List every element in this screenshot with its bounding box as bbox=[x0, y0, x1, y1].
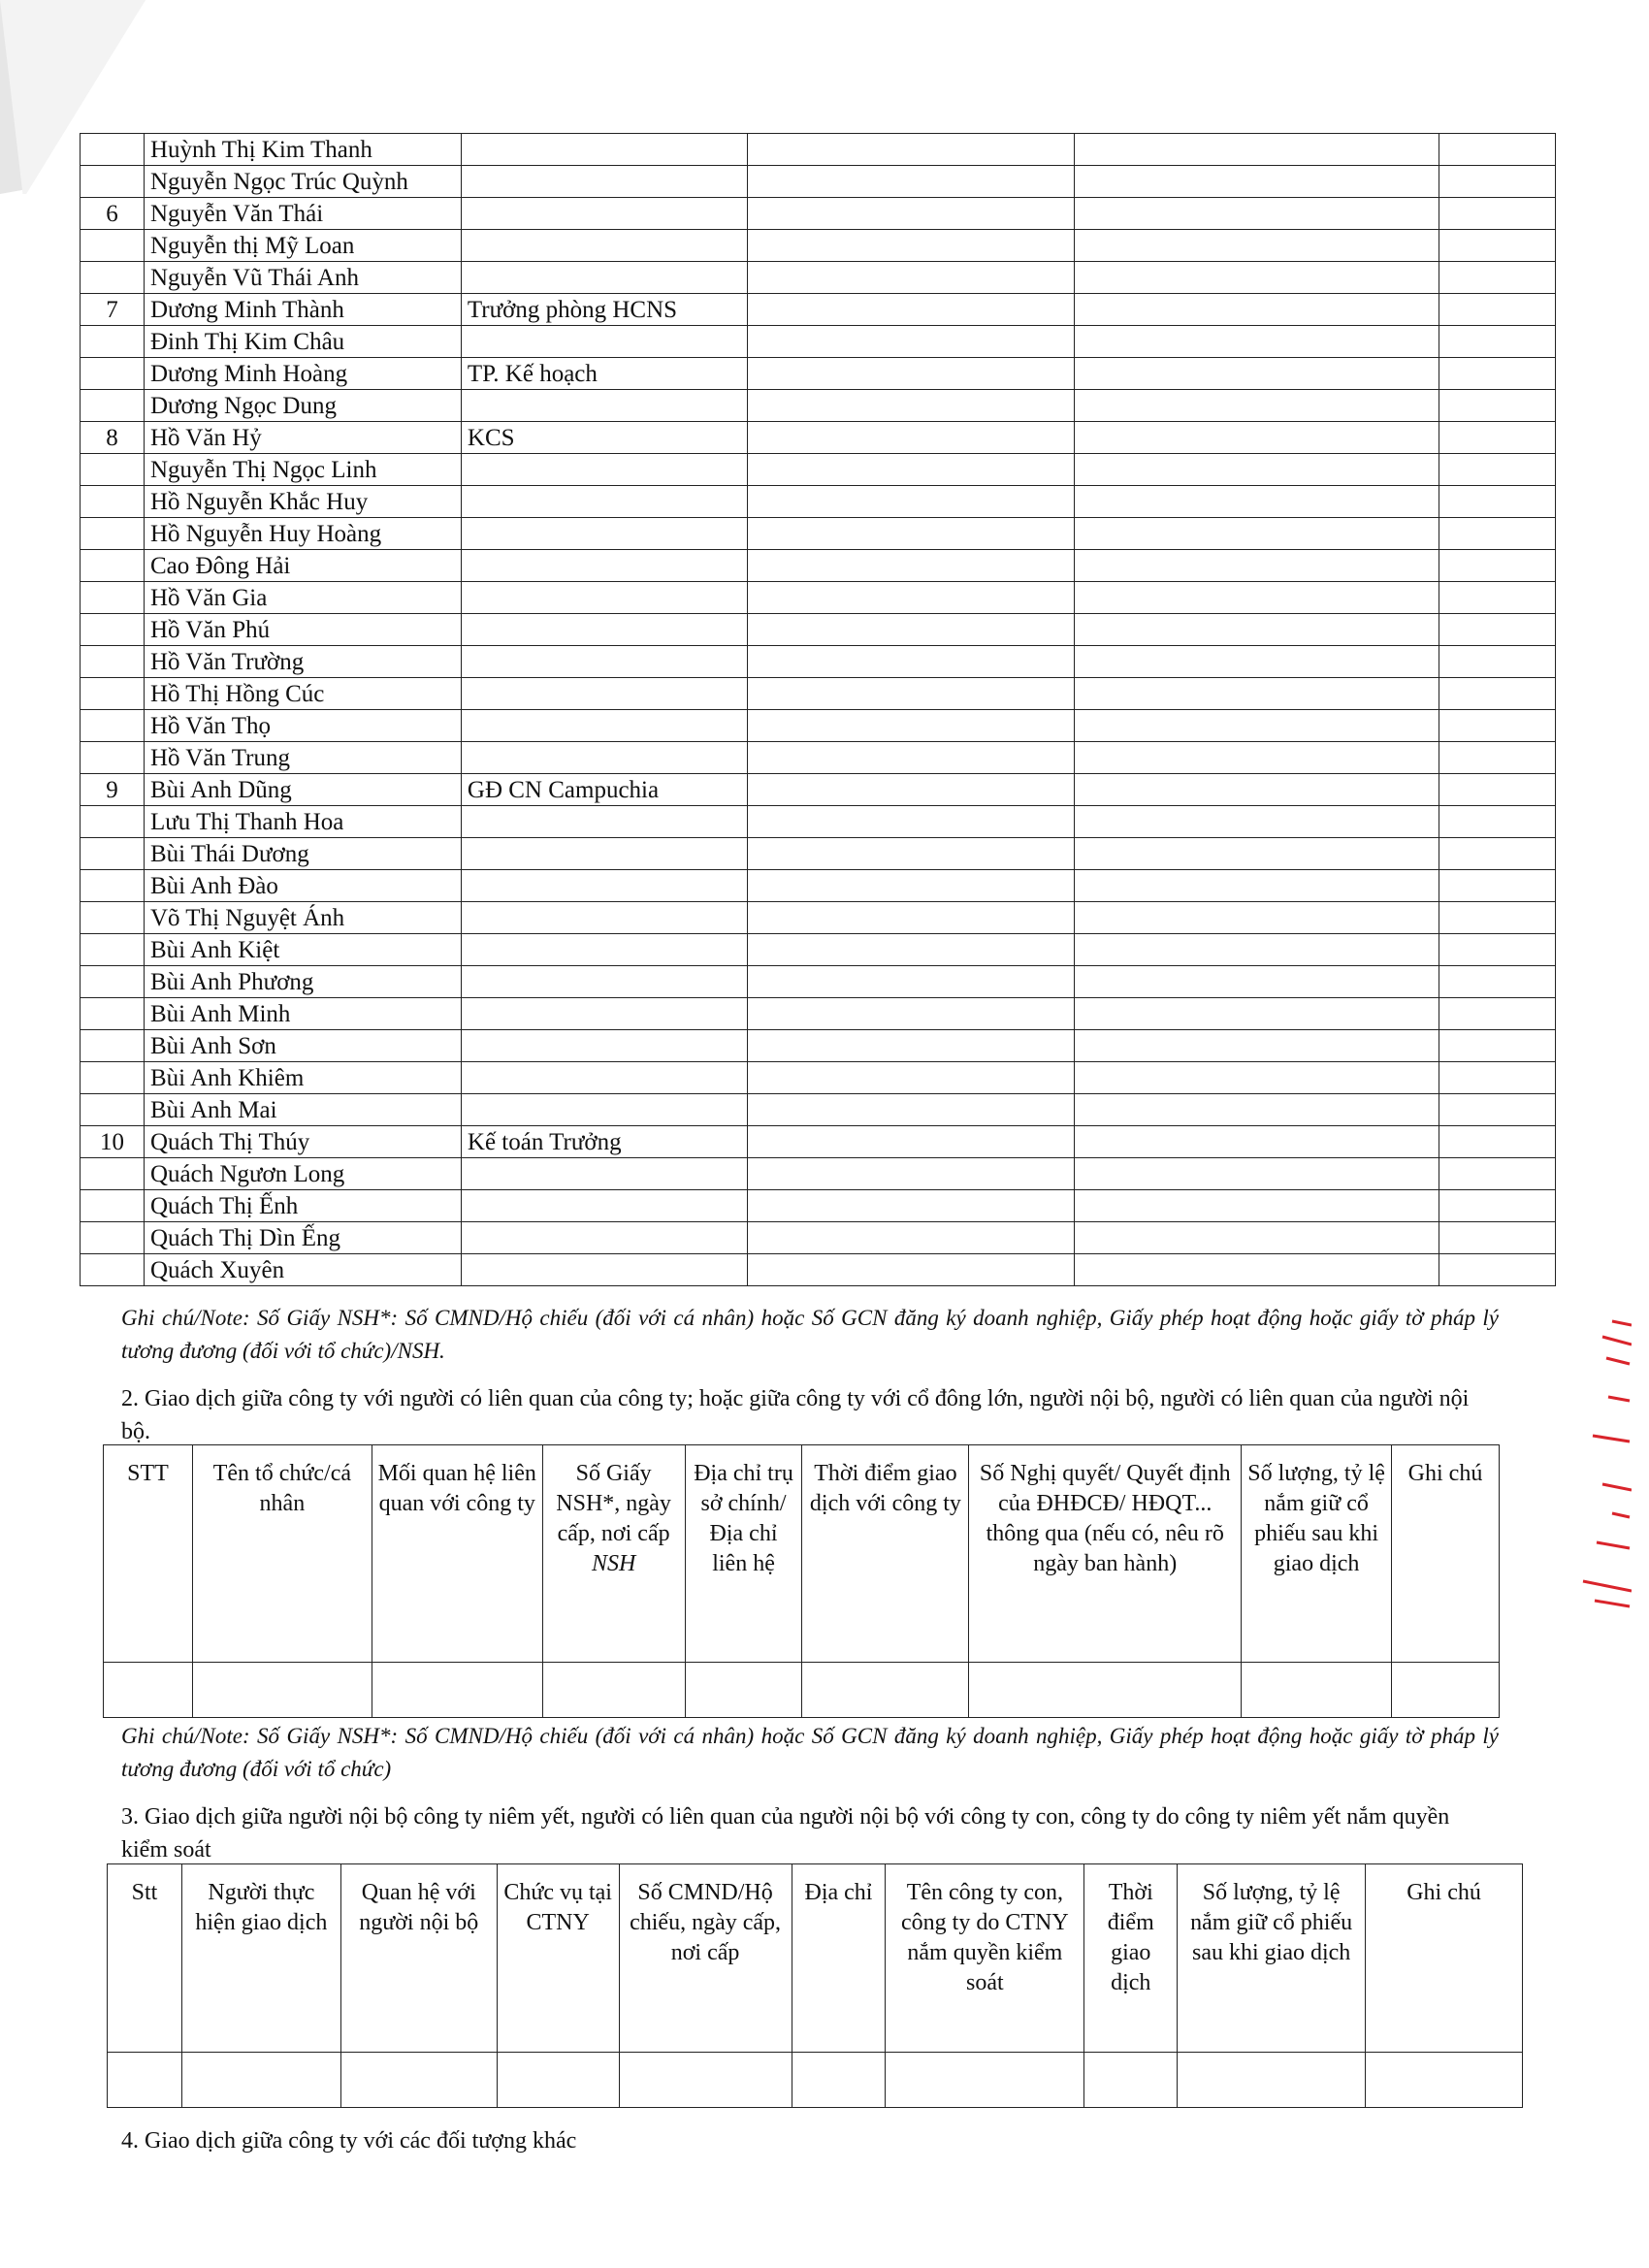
stt-cell bbox=[81, 1062, 145, 1094]
empty-cell bbox=[1075, 1094, 1439, 1126]
empty-cell bbox=[1439, 1030, 1556, 1062]
table-row bbox=[81, 582, 1556, 614]
empty-cell bbox=[747, 262, 1075, 294]
empty-cell bbox=[1439, 1126, 1556, 1158]
empty-cell bbox=[1439, 486, 1556, 518]
empty-cell bbox=[747, 454, 1075, 486]
name-cell: Nguyễn thị Mỹ Loan bbox=[144, 230, 461, 262]
stt-cell bbox=[81, 230, 145, 262]
empty-cell bbox=[1439, 454, 1556, 486]
empty-cell bbox=[747, 390, 1075, 422]
position-cell bbox=[461, 870, 747, 902]
empty-cell bbox=[747, 230, 1075, 262]
stt-cell bbox=[81, 838, 145, 870]
stt-cell bbox=[81, 614, 145, 646]
empty-cell bbox=[747, 198, 1075, 230]
empty-cell bbox=[1439, 646, 1556, 678]
position-cell bbox=[461, 1158, 747, 1190]
position-cell bbox=[461, 902, 747, 934]
name-cell: Bùi Anh Sơn bbox=[144, 1030, 461, 1062]
table-row bbox=[81, 774, 1556, 806]
stt-cell bbox=[81, 358, 145, 390]
empty-cell bbox=[1075, 1158, 1439, 1190]
position-cell bbox=[461, 262, 747, 294]
t3-header-position: Chức vụ tại CTNY bbox=[497, 1864, 619, 2053]
position-cell bbox=[461, 134, 747, 166]
empty-cell bbox=[1439, 294, 1556, 326]
stt-cell bbox=[81, 1158, 145, 1190]
table-row bbox=[81, 998, 1556, 1030]
t3-header-subsidiary: Tên công ty con, công ty do CTNY nắm quyền kiểm soát bbox=[886, 1864, 1084, 2053]
table-row bbox=[81, 646, 1556, 678]
empty-cell bbox=[747, 550, 1075, 582]
empty-cell bbox=[747, 998, 1075, 1030]
name-cell: Bùi Anh Phương bbox=[144, 966, 461, 998]
empty-cell bbox=[1075, 486, 1439, 518]
name-cell: Hồ Văn Trường bbox=[144, 646, 461, 678]
position-cell bbox=[461, 1030, 747, 1062]
name-cell: Cao Đông Hải bbox=[144, 550, 461, 582]
empty-cell bbox=[1439, 1222, 1556, 1254]
empty-cell bbox=[1075, 838, 1439, 870]
stt-cell bbox=[81, 902, 145, 934]
position-cell bbox=[461, 646, 747, 678]
position-cell bbox=[461, 1094, 747, 1126]
position-cell bbox=[461, 1062, 747, 1094]
empty-cell bbox=[1439, 518, 1556, 550]
stt-cell bbox=[81, 262, 145, 294]
empty-cell bbox=[1075, 774, 1439, 806]
empty-cell bbox=[747, 1190, 1075, 1222]
name-cell: Bùi Anh Minh bbox=[144, 998, 461, 1030]
name-cell: Dương Ngọc Dung bbox=[144, 390, 461, 422]
empty-cell bbox=[747, 966, 1075, 998]
position-cell bbox=[461, 550, 747, 582]
empty-cell bbox=[1075, 518, 1439, 550]
table-row bbox=[81, 358, 1556, 390]
empty-cell bbox=[747, 742, 1075, 774]
table-row bbox=[81, 326, 1556, 358]
empty-cell bbox=[1075, 454, 1439, 486]
empty-cell bbox=[1075, 390, 1439, 422]
table-row bbox=[81, 742, 1556, 774]
stt-cell bbox=[81, 806, 145, 838]
name-cell: Dương Minh Thành bbox=[144, 294, 461, 326]
empty-cell bbox=[1439, 390, 1556, 422]
empty-cell bbox=[747, 838, 1075, 870]
table-row bbox=[81, 934, 1556, 966]
empty-cell bbox=[1439, 838, 1556, 870]
table-row bbox=[81, 1222, 1556, 1254]
table-row bbox=[81, 870, 1556, 902]
name-cell: Hồ Nguyễn Huy Hoàng bbox=[144, 518, 461, 550]
empty-cell bbox=[1439, 1158, 1556, 1190]
stt-cell bbox=[81, 646, 145, 678]
empty-cell bbox=[747, 582, 1075, 614]
related-party-transactions-table bbox=[103, 1444, 1500, 1718]
t3-header-shares: Số lượng, tỷ lệ nắm giữ cổ phiếu sau khi giao dịch bbox=[1178, 1864, 1366, 2053]
stt-cell: 9 bbox=[81, 774, 145, 806]
empty-cell bbox=[1075, 870, 1439, 902]
name-cell: Lưu Thị Thanh Hoa bbox=[144, 806, 461, 838]
stt-cell bbox=[81, 1190, 145, 1222]
empty-cell bbox=[1075, 1190, 1439, 1222]
name-cell: Hồ Thị Hồng Cúc bbox=[144, 678, 461, 710]
empty-cell bbox=[747, 774, 1075, 806]
empty-cell bbox=[1439, 198, 1556, 230]
name-cell: Bùi Anh Dũng bbox=[144, 774, 461, 806]
empty-cell bbox=[747, 934, 1075, 966]
empty-cell bbox=[1075, 966, 1439, 998]
position-cell bbox=[461, 166, 747, 198]
table-row bbox=[81, 422, 1556, 454]
stt-cell bbox=[81, 934, 145, 966]
name-cell: Đinh Thị Kim Châu bbox=[144, 326, 461, 358]
empty-cell bbox=[747, 1126, 1075, 1158]
name-cell: Hồ Văn Hỷ bbox=[144, 422, 461, 454]
t2-header-stt: STT bbox=[104, 1445, 193, 1663]
empty-cell bbox=[1075, 902, 1439, 934]
empty-cell bbox=[1075, 806, 1439, 838]
table-row bbox=[81, 1254, 1556, 1286]
empty-cell bbox=[747, 486, 1075, 518]
position-cell bbox=[461, 710, 747, 742]
name-cell: Quách Thị Dìn Ếng bbox=[144, 1222, 461, 1254]
empty-cell bbox=[747, 870, 1075, 902]
stt-cell bbox=[81, 998, 145, 1030]
empty-cell bbox=[1075, 550, 1439, 582]
empty-cell bbox=[1439, 358, 1556, 390]
empty-cell bbox=[1439, 134, 1556, 166]
empty-cell bbox=[1439, 1094, 1556, 1126]
table-row bbox=[81, 1158, 1556, 1190]
name-cell: Hồ Văn Thọ bbox=[144, 710, 461, 742]
empty-cell bbox=[1439, 902, 1556, 934]
empty-cell bbox=[1075, 294, 1439, 326]
stt-cell bbox=[81, 1222, 145, 1254]
name-cell: Bùi Anh Khiêm bbox=[144, 1062, 461, 1094]
name-cell: Bùi Thái Dương bbox=[144, 838, 461, 870]
empty-cell bbox=[1075, 1254, 1439, 1286]
stt-cell bbox=[81, 710, 145, 742]
table-row bbox=[81, 486, 1556, 518]
empty-cell bbox=[747, 422, 1075, 454]
position-cell bbox=[461, 326, 747, 358]
name-cell: Huỳnh Thị Kim Thanh bbox=[144, 134, 461, 166]
name-cell: Bùi Anh Mai bbox=[144, 1094, 461, 1126]
position-cell bbox=[461, 582, 747, 614]
stt-cell bbox=[81, 518, 145, 550]
table-row bbox=[81, 966, 1556, 998]
table-row bbox=[81, 1190, 1556, 1222]
position-cell: TP. Kế hoạch bbox=[461, 358, 747, 390]
t2-header-nsh-italic: NSH bbox=[591, 1551, 636, 1576]
name-cell: Dương Minh Hoàng bbox=[144, 358, 461, 390]
position-cell bbox=[461, 518, 747, 550]
stt-cell bbox=[81, 678, 145, 710]
stt-cell bbox=[81, 486, 145, 518]
t3-header-person: Người thực hiện giao dịch bbox=[181, 1864, 340, 2053]
table-row bbox=[81, 902, 1556, 934]
empty-cell bbox=[747, 326, 1075, 358]
table-row bbox=[81, 454, 1556, 486]
position-cell: GĐ CN Campuchia bbox=[461, 774, 747, 806]
subsidiary-transactions-table bbox=[107, 1863, 1523, 2108]
empty-cell bbox=[1075, 166, 1439, 198]
table-row bbox=[81, 198, 1556, 230]
table-row bbox=[81, 614, 1556, 646]
t2-header-relation: Mối quan hệ liên quan với công ty bbox=[372, 1445, 542, 1663]
position-cell bbox=[461, 614, 747, 646]
stt-cell bbox=[81, 582, 145, 614]
name-cell: Nguyễn Văn Thái bbox=[144, 198, 461, 230]
t2-header-nsh-text: Số Giấy NSH*, ngày cấp, nơi cấp bbox=[556, 1461, 671, 1546]
empty-cell bbox=[747, 806, 1075, 838]
empty-cell bbox=[1075, 582, 1439, 614]
name-cell: Hồ Văn Gia bbox=[144, 582, 461, 614]
position-cell bbox=[461, 806, 747, 838]
table-row bbox=[81, 806, 1556, 838]
stt-cell: 10 bbox=[81, 1126, 145, 1158]
empty-cell bbox=[1439, 678, 1556, 710]
position-cell bbox=[461, 998, 747, 1030]
table-row bbox=[104, 1663, 1500, 1718]
empty-cell bbox=[1075, 134, 1439, 166]
name-cell: Quách Xuyên bbox=[144, 1254, 461, 1286]
t2-header-shares: Số lượng, tỷ lệ nắm giữ cổ phiếu sau khi giao dịch bbox=[1242, 1445, 1392, 1663]
table-row bbox=[81, 294, 1556, 326]
name-cell: Nguyễn Thị Ngọc Linh bbox=[144, 454, 461, 486]
empty-cell bbox=[1075, 326, 1439, 358]
empty-cell bbox=[747, 646, 1075, 678]
empty-cell bbox=[1439, 710, 1556, 742]
t3-header-note: Ghi chú bbox=[1366, 1864, 1523, 2053]
note-1: Ghi chú/Note: Số Giấy NSH*: Số CMND/Hộ chiếu (đối với cá nhân) hoặc Số GCN đăng ký doanh nghiệp, Giấy phép hoạt động hoặc giấy tờ pháp lý tương đương (đối với tổ chức)/NSH. bbox=[121, 1306, 1499, 1363]
t2-header-note: Ghi chú bbox=[1392, 1445, 1500, 1663]
t3-header-relation: Quan hệ với người nội bộ bbox=[340, 1864, 497, 2053]
stt-cell bbox=[81, 742, 145, 774]
empty-cell bbox=[747, 1094, 1075, 1126]
empty-cell bbox=[1075, 998, 1439, 1030]
empty-cell bbox=[747, 166, 1075, 198]
empty-cell bbox=[747, 678, 1075, 710]
empty-cell bbox=[1075, 262, 1439, 294]
empty-cell bbox=[747, 1030, 1075, 1062]
name-cell: Quách Thị Ếnh bbox=[144, 1190, 461, 1222]
empty-cell bbox=[747, 1158, 1075, 1190]
insider-list-table bbox=[80, 133, 1556, 1286]
table-row bbox=[81, 166, 1556, 198]
stt-cell bbox=[81, 966, 145, 998]
empty-cell bbox=[1439, 1190, 1556, 1222]
empty-cell bbox=[1439, 262, 1556, 294]
table-row bbox=[81, 678, 1556, 710]
stt-cell bbox=[81, 1094, 145, 1126]
t2-header-resolution: Số Nghị quyết/ Quyết định của ĐHĐCĐ/ HĐQT... thông qua (nếu có, nêu rõ ngày ban hành) bbox=[969, 1445, 1242, 1663]
stt-cell bbox=[81, 870, 145, 902]
empty-cell bbox=[1439, 1254, 1556, 1286]
position-cell bbox=[461, 454, 747, 486]
position-cell: KCS bbox=[461, 422, 747, 454]
empty-cell bbox=[1439, 934, 1556, 966]
empty-cell bbox=[747, 710, 1075, 742]
position-cell bbox=[461, 742, 747, 774]
stt-cell bbox=[81, 550, 145, 582]
name-cell: Nguyễn Ngọc Trúc Quỳnh bbox=[144, 166, 461, 198]
position-cell bbox=[461, 838, 747, 870]
position-cell bbox=[461, 390, 747, 422]
name-cell: Quách Thị Thúy bbox=[144, 1126, 461, 1158]
table-row bbox=[81, 1126, 1556, 1158]
stt-cell bbox=[81, 166, 145, 198]
name-cell: Quách Ngươn Long bbox=[144, 1158, 461, 1190]
table-row bbox=[81, 230, 1556, 262]
empty-cell bbox=[1439, 998, 1556, 1030]
table-row bbox=[81, 134, 1556, 166]
empty-cell bbox=[747, 358, 1075, 390]
t2-header-time: Thời điểm giao dịch với công ty bbox=[802, 1445, 969, 1663]
note-2: Ghi chú/Note: Số Giấy NSH*: Số CMND/Hộ chiếu (đối với cá nhân) hoặc Số GCN đăng ký doanh nghiệp, Giấy phép hoạt động hoặc giấy tờ pháp lý tương đương (đối với tổ chức) bbox=[121, 1724, 1499, 1781]
position-cell bbox=[461, 486, 747, 518]
position-cell bbox=[461, 1222, 747, 1254]
stt-cell bbox=[81, 134, 145, 166]
name-cell: Bùi Anh Đào bbox=[144, 870, 461, 902]
empty-cell bbox=[747, 134, 1075, 166]
empty-cell bbox=[747, 294, 1075, 326]
stt-cell bbox=[81, 1030, 145, 1062]
empty-cell bbox=[1439, 550, 1556, 582]
stt-cell bbox=[81, 454, 145, 486]
empty-cell bbox=[1439, 1062, 1556, 1094]
empty-cell bbox=[1439, 582, 1556, 614]
name-cell: Hồ Văn Phú bbox=[144, 614, 461, 646]
stt-cell bbox=[81, 1254, 145, 1286]
position-cell bbox=[461, 1254, 747, 1286]
t2-header-nsh bbox=[542, 1445, 685, 1663]
name-cell: Hồ Nguyễn Khắc Huy bbox=[144, 486, 461, 518]
empty-cell bbox=[1439, 742, 1556, 774]
stt-cell: 7 bbox=[81, 294, 145, 326]
position-cell bbox=[461, 230, 747, 262]
empty-cell bbox=[1439, 166, 1556, 198]
position-cell: Kế toán Trưởng bbox=[461, 1126, 747, 1158]
empty-cell bbox=[1439, 326, 1556, 358]
table-row bbox=[81, 1094, 1556, 1126]
empty-cell bbox=[1075, 1062, 1439, 1094]
empty-cell bbox=[747, 614, 1075, 646]
empty-cell bbox=[1075, 198, 1439, 230]
empty-cell bbox=[1439, 966, 1556, 998]
empty-cell bbox=[1075, 1126, 1439, 1158]
empty-cell bbox=[1439, 614, 1556, 646]
empty-cell bbox=[747, 518, 1075, 550]
empty-cell bbox=[1439, 806, 1556, 838]
position-cell bbox=[461, 198, 747, 230]
empty-cell bbox=[1075, 646, 1439, 678]
table-row bbox=[81, 262, 1556, 294]
empty-cell bbox=[747, 1254, 1075, 1286]
stt-cell: 6 bbox=[81, 198, 145, 230]
t3-header-id: Số CMND/Hộ chiếu, ngày cấp, nơi cấp bbox=[619, 1864, 792, 2053]
empty-cell bbox=[1439, 774, 1556, 806]
empty-cell bbox=[747, 1222, 1075, 1254]
empty-cell bbox=[747, 902, 1075, 934]
t3-header-stt: Stt bbox=[108, 1864, 182, 2053]
empty-cell bbox=[747, 1062, 1075, 1094]
section-4-heading: 4. Giao dịch giữa công ty với các đối tượng khác bbox=[121, 2128, 577, 2154]
empty-cell bbox=[1439, 870, 1556, 902]
position-cell bbox=[461, 934, 747, 966]
empty-cell bbox=[1075, 230, 1439, 262]
name-cell: Võ Thị Nguyệt Ánh bbox=[144, 902, 461, 934]
empty-cell bbox=[1075, 710, 1439, 742]
t2-header-name: Tên tổ chức/cá nhân bbox=[192, 1445, 372, 1663]
position-cell bbox=[461, 1190, 747, 1222]
empty-cell bbox=[1439, 422, 1556, 454]
table-row bbox=[81, 518, 1556, 550]
table-row bbox=[81, 838, 1556, 870]
name-cell: Nguyễn Vũ Thái Anh bbox=[144, 262, 461, 294]
table-row bbox=[108, 2053, 1523, 2108]
empty-cell bbox=[1075, 1030, 1439, 1062]
empty-cell bbox=[1075, 1222, 1439, 1254]
table-row bbox=[81, 1062, 1556, 1094]
red-seal-fragment bbox=[1573, 1319, 1632, 1610]
stt-cell bbox=[81, 326, 145, 358]
empty-cell bbox=[1075, 934, 1439, 966]
stt-cell: 8 bbox=[81, 422, 145, 454]
empty-cell bbox=[1075, 678, 1439, 710]
empty-cell bbox=[1439, 230, 1556, 262]
t3-header-address: Địa chỉ bbox=[792, 1864, 886, 2053]
t2-header-address: Địa chỉ trụ sở chính/ Địa chỉ liên hệ bbox=[685, 1445, 802, 1663]
table-row bbox=[81, 550, 1556, 582]
name-cell: Bùi Anh Kiệt bbox=[144, 934, 461, 966]
table-row bbox=[81, 710, 1556, 742]
section-2-heading: 2. Giao dịch giữa công ty với người có liên quan của công ty; hoặc giữa công ty với cổ đông lớn, người nội bộ, người có liên quan của người nội bộ. bbox=[121, 1386, 1470, 1444]
empty-cell bbox=[1075, 358, 1439, 390]
section-3-heading: 3. Giao dịch giữa người nội bộ công ty niêm yết, người có liên quan của người nội bộ với công ty con, công ty do công ty niêm yết nắm quyền kiểm soát bbox=[121, 1804, 1450, 1863]
stt-cell bbox=[81, 390, 145, 422]
t3-header-time: Thời điểm giao dịch bbox=[1084, 1864, 1178, 2053]
position-cell: Trưởng phòng HCNS bbox=[461, 294, 747, 326]
empty-cell bbox=[1075, 742, 1439, 774]
position-cell bbox=[461, 678, 747, 710]
table-row bbox=[81, 390, 1556, 422]
table-row bbox=[81, 1030, 1556, 1062]
name-cell: Hồ Văn Trung bbox=[144, 742, 461, 774]
position-cell bbox=[461, 966, 747, 998]
empty-cell bbox=[1075, 614, 1439, 646]
empty-cell bbox=[1075, 422, 1439, 454]
